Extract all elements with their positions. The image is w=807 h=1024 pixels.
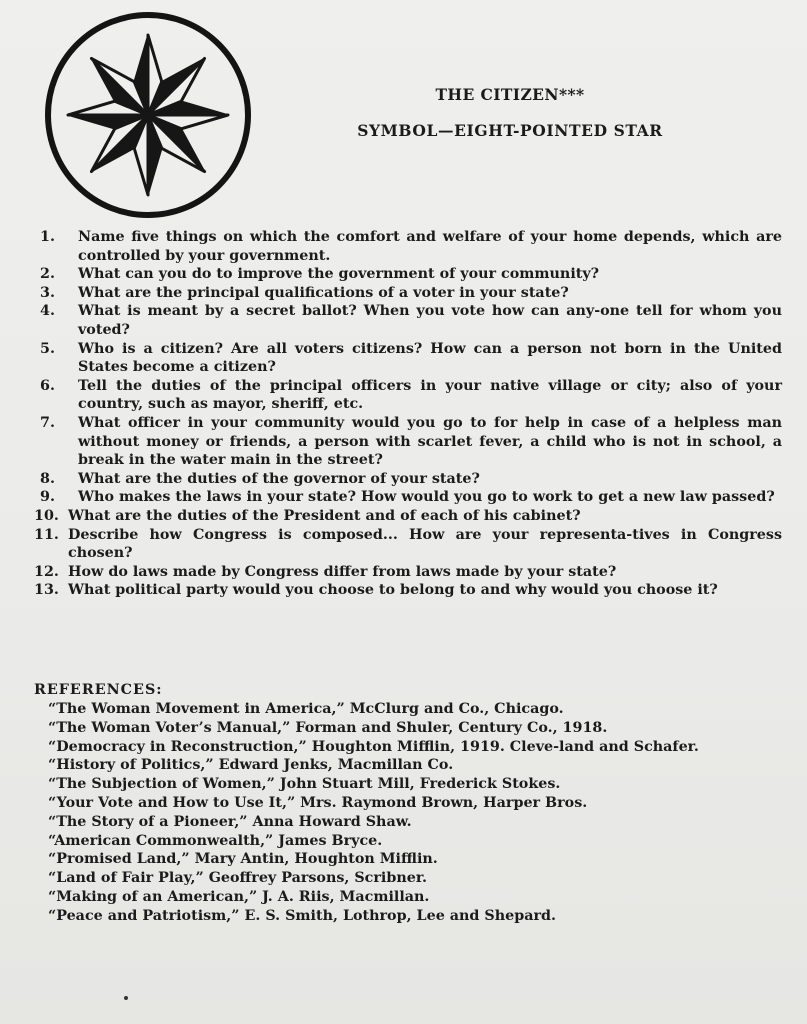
question-item	[34, 581, 782, 600]
question-item	[34, 377, 782, 414]
question-text: What are the duties of the President and of each of his cabinet?	[68, 507, 581, 524]
reference-item: “Peace and Patriotism,” E. S. Smith, Lothrop, Lee and Shepard.	[48, 907, 556, 924]
page-title: THE CITIZEN***	[435, 85, 585, 104]
reference-item: “The Story of a Pioneer,” Anna Howard Shaw.	[48, 813, 412, 830]
question-text: Describe how Congress is composed... How are your representa-tives in Congress chosen?	[68, 526, 782, 562]
question-item	[34, 470, 782, 489]
question-number: 4.	[40, 303, 55, 320]
question-number: 6.	[40, 377, 55, 394]
question-item	[34, 228, 782, 265]
question-text: What can you do to improve the government of your community?	[78, 266, 600, 283]
question-text: What are the principal qualifications of a voter in your state?	[78, 284, 569, 301]
reference-item: “Democracy in Reconstruction,” Houghton Mifflin, 1919. Cleve-land and Schafer.	[48, 738, 699, 755]
question-item	[34, 526, 782, 563]
question-number: 10.	[34, 507, 59, 524]
question-text: What officer in your community would you go to for help in case of a helpless man without money or friends, a person with scarlet fever, a child who is not in school, a break in the water main in the street?	[78, 414, 782, 469]
question-item	[34, 507, 782, 526]
question-number: 3.	[40, 284, 55, 301]
eight-pointed-star-emblem	[42, 9, 254, 221]
question-list	[34, 228, 782, 600]
question-number: 11.	[34, 526, 59, 543]
reference-item: “Making of an American,” J. A. Riis, Macmillan.	[48, 888, 430, 905]
question-text: What are the duties of the governor of your state?	[78, 470, 480, 487]
question-item	[34, 414, 782, 470]
question-number: 12.	[34, 563, 59, 580]
question-number: 2.	[40, 266, 55, 283]
page-subtitle: SYMBOL—EIGHT-POINTED STAR	[357, 121, 663, 140]
question-text: What is meant by a secret ballot? When you vote how can any-one tell for whom you voted?	[78, 303, 782, 338]
references-heading: REFERENCES:	[34, 682, 163, 698]
question-number: 7.	[40, 414, 55, 431]
reference-item: “The Woman Voter’s Manual,” Forman and Shuler, Century Co., 1918.	[48, 719, 608, 736]
question-item	[34, 265, 782, 284]
question-text: What political party would you choose to belong to and why would you choose it?	[68, 582, 718, 599]
question-number: 5.	[40, 340, 55, 357]
question-text: Name five things on which the comfort and welfare of your home depends, which are controlled by your government.	[78, 229, 782, 264]
question-text: Who makes the laws in your state? How would you go to work to get a new law passed?	[78, 489, 775, 506]
question-item	[34, 488, 782, 507]
references-section	[34, 681, 782, 926]
question-text: How do laws made by Congress differ from laws made by your state?	[68, 563, 617, 580]
reference-item: “Promised Land,” Mary Antin, Houghton Mifflin.	[48, 851, 438, 868]
question-number: 1.	[40, 229, 55, 245]
reference-item: “History of Politics,” Edward Jenks, Macmillan Co.	[48, 757, 454, 774]
title-block	[300, 85, 720, 141]
question-item	[34, 302, 782, 339]
reference-item: “The Subjection of Women,” John Stuart Mill, Frederick Stokes.	[48, 776, 561, 793]
reference-item: “American Commonwealth,” James Bryce.	[48, 832, 383, 849]
reference-item: “Land of Fair Play,” Geoffrey Parsons, Scribner.	[48, 870, 428, 887]
reference-item: “The Woman Movement in America,” McClurg and Co., Chicago.	[48, 701, 564, 717]
print-speck	[124, 996, 128, 1000]
question-number: 8.	[40, 470, 55, 487]
question-item	[34, 340, 782, 377]
question-text: Who is a citizen? Are all voters citizens? How can a person not born in the United States become a citizen?	[78, 340, 782, 376]
question-number: 13.	[34, 582, 59, 599]
question-item	[34, 563, 782, 582]
question-text: Tell the duties of the principal officers in your native village or city; also of your country, such as mayor, sheriff, etc.	[78, 377, 782, 413]
question-item	[34, 284, 782, 303]
question-number: 9.	[40, 489, 55, 506]
reference-item: “Your Vote and How to Use It,” Mrs. Raymond Brown, Harper Bros.	[48, 794, 588, 811]
